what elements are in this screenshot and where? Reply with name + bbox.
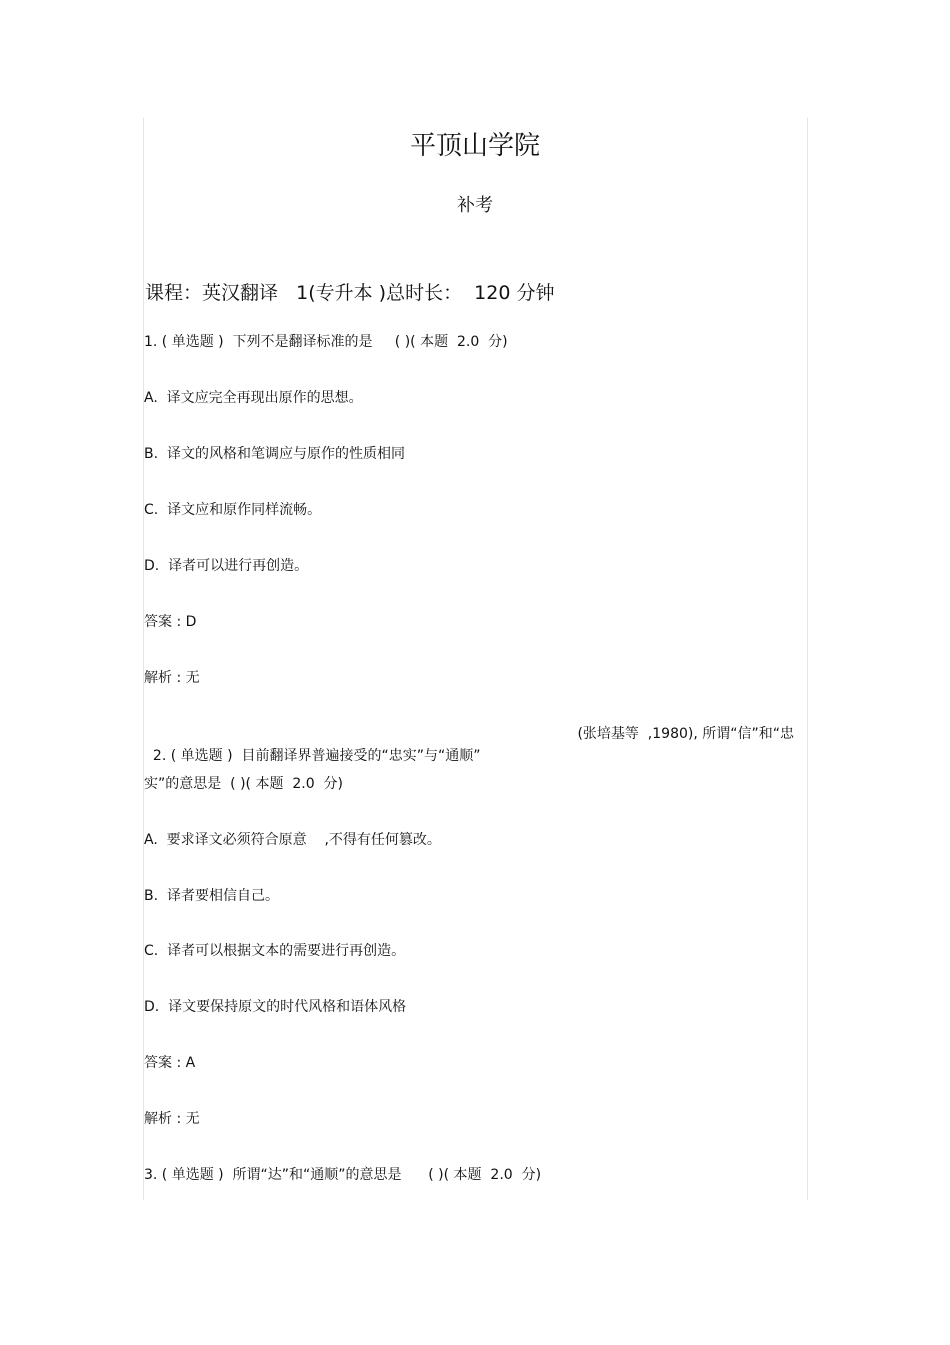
question-1-answer: 答案 : D bbox=[144, 614, 197, 630]
question-1-option-a: A. 译文应完全再现出原作的思想。 bbox=[144, 390, 363, 406]
question-2-stem-line2: 实”的意思是 ( )( 本题 2.0 分) bbox=[144, 776, 343, 792]
question-1-stem: 1. ( 单选题 ) 下列不是翻译标准的是 ( )( 本题 2.0 分) bbox=[144, 334, 508, 350]
exam-kind: 补考 bbox=[457, 195, 493, 216]
question-2-option-d: D. 译文要保持原文的时代风格和语体风格 bbox=[144, 999, 407, 1015]
question-2-option-c: C. 译者可以根据文本的需要进行再创造。 bbox=[144, 943, 406, 959]
question-2-answer: 答案 : A bbox=[144, 1055, 196, 1071]
question-1-option-b: B. 译文的风格和笔调应与原作的性质相同 bbox=[144, 446, 405, 462]
question-2-option-a: A. 要求译文必须符合原意 ,不得有任何篡改。 bbox=[144, 832, 441, 848]
course-info: 课程：英汉翻译 1(专升本 )总时长： 120 分钟 bbox=[145, 282, 555, 304]
question-1-option-d: D. 译者可以进行再创造。 bbox=[144, 558, 309, 574]
question-2-analysis: 解析 : 无 bbox=[144, 1111, 200, 1127]
question-1-option-c: C. 译文应和原作同样流畅。 bbox=[144, 502, 322, 518]
question-2-stem-part2: (张培基等 ,1980), 所谓“信”和“忠 bbox=[577, 726, 794, 742]
question-2-option-b: B. 译者要相信自己。 bbox=[144, 888, 279, 904]
question-3-stem: 3. ( 单选题 ) 所谓“达”和“通顺”的意思是 ( )( 本题 2.0 分) bbox=[144, 1167, 542, 1183]
question-2-stem-part1: 2. ( 单选题 ) 目前翻译界普遍接受的“忠实”与“通顺” bbox=[152, 748, 481, 764]
question-1-analysis: 解析 : 无 bbox=[144, 670, 200, 686]
school-title: 平顶山学院 bbox=[409, 131, 540, 161]
